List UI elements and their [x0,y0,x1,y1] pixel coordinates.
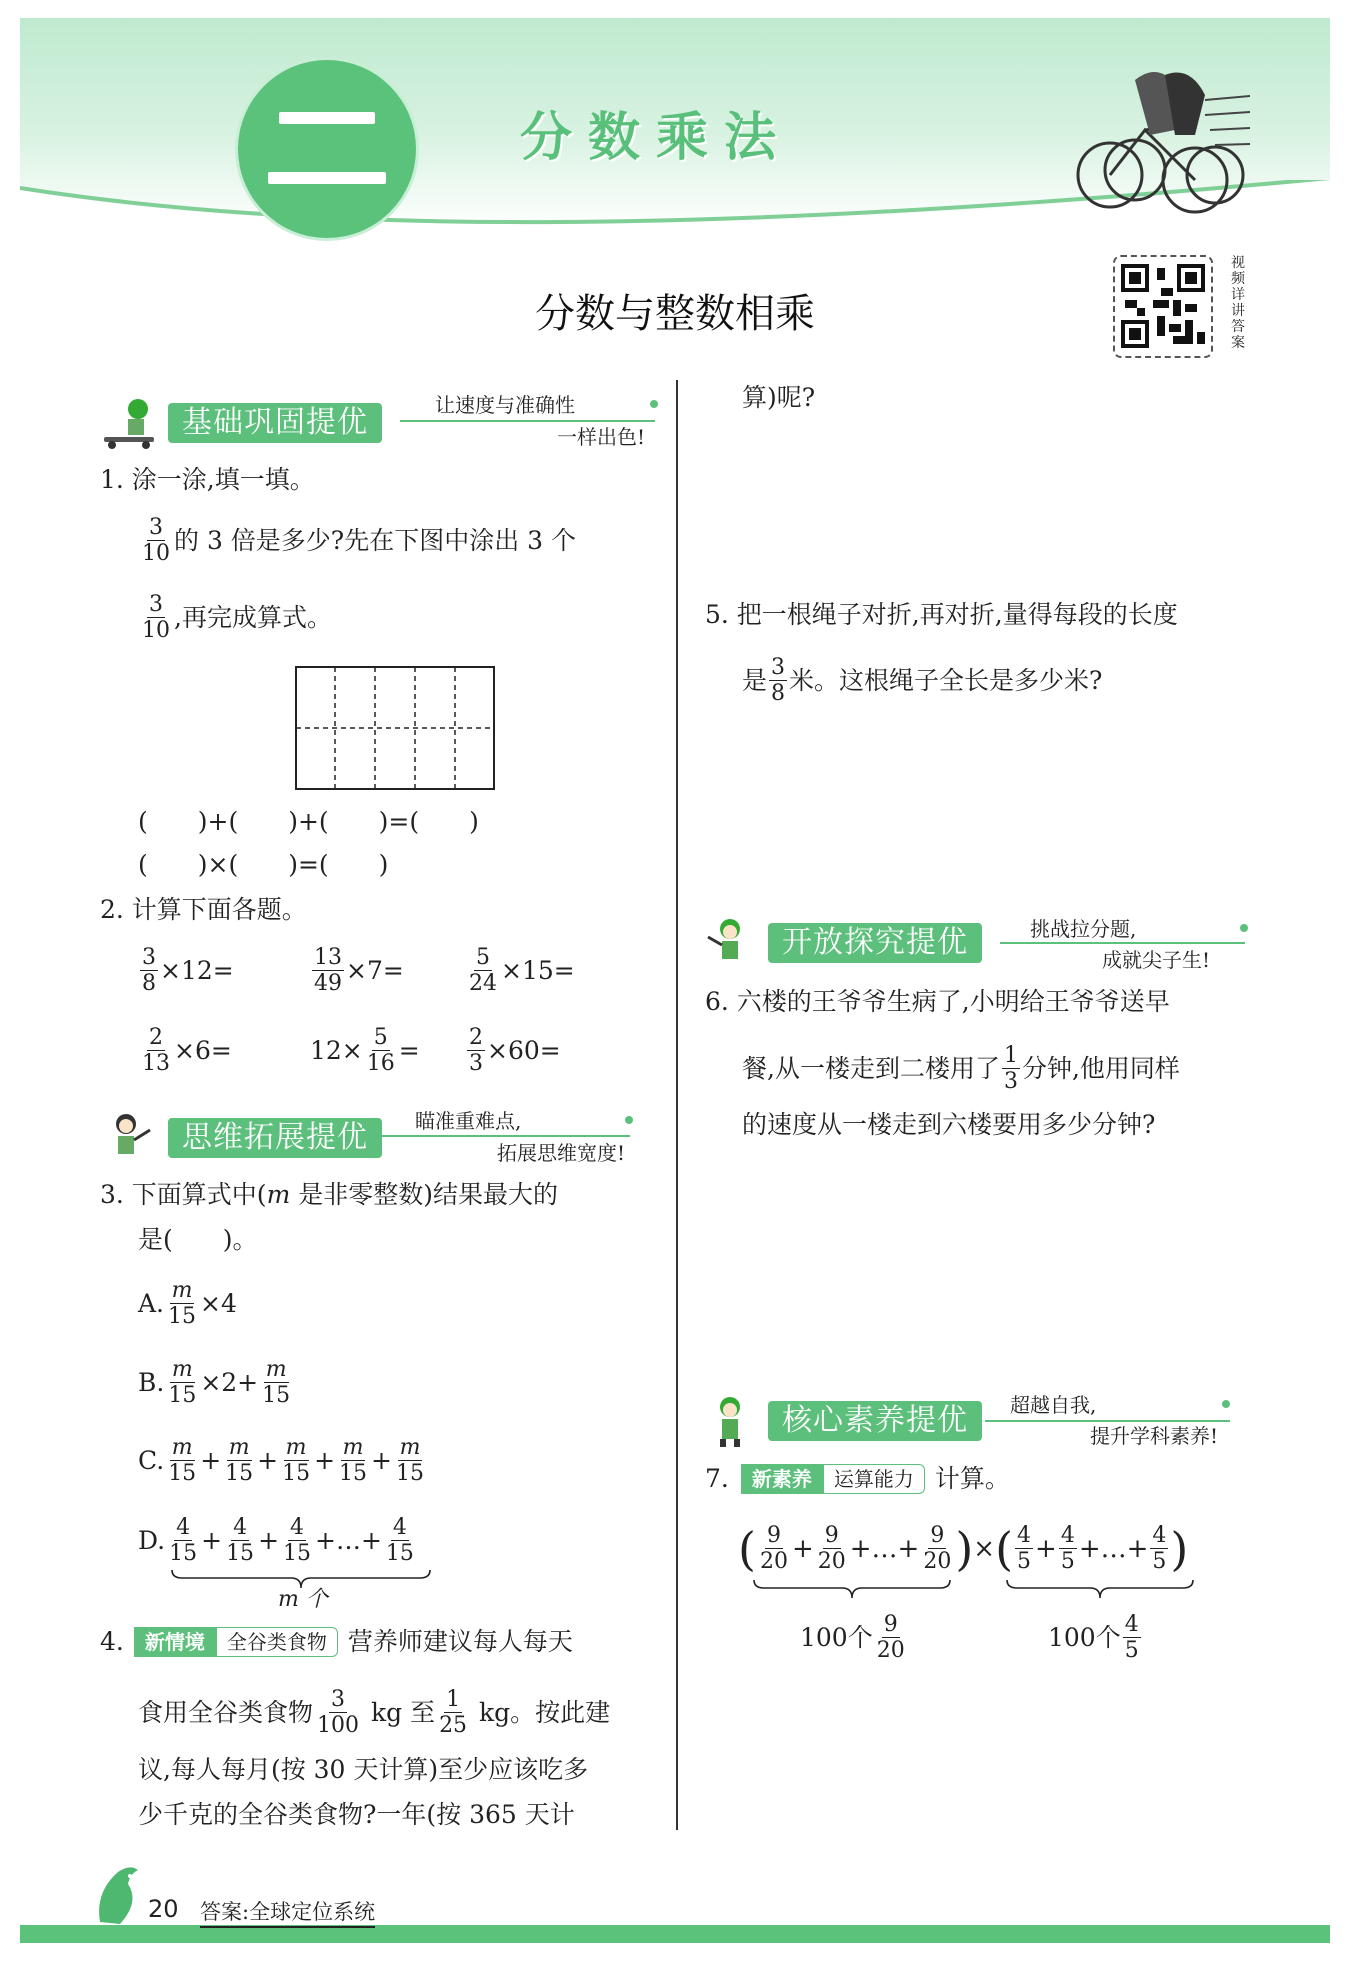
denominator: 25 [439,1713,468,1738]
header-dot [625,1116,633,1124]
denominator: 15 [226,1541,255,1566]
q6-text: 餐,从一楼走到二楼用了 [742,1053,1000,1083]
numerator: 1 [446,1687,461,1712]
fraction [166,1357,198,1408]
expression-rest: ×4 [200,1288,237,1318]
fraction [140,592,172,643]
slogan-thinking-1: 瞄准重难点, [415,1109,522,1133]
boy-mascot-icon [700,915,762,971]
plus-sign: + [791,1533,814,1564]
qr-code-icon [1121,263,1205,349]
footer-answer-text: 答案:全球定位系统 [200,1896,375,1928]
fraction [394,1435,426,1486]
fraction [1150,1523,1168,1574]
q1-text-b: ,再完成算式。 [174,602,332,632]
ellipsis-sum: +…+ [1078,1533,1149,1564]
numerator: m [228,1435,250,1460]
denominator: 5 [1152,1549,1167,1574]
section-header-open [700,915,982,971]
q6-text: 分钟,他用同样 [1021,1053,1180,1083]
fraction [384,1515,416,1566]
q2-item-2 [310,945,404,996]
q7-number: 7. [705,1464,729,1493]
q4-line-1 [100,1622,573,1662]
q4-line-5: 算)呢? [742,383,816,412]
q2-item-3 [465,945,575,996]
q3-option-a[interactable] [138,1278,237,1329]
q1-line-b [138,592,332,643]
kid-mascot-icon [700,1393,762,1449]
denominator: 15 [339,1461,368,1486]
denominator: 5 [1060,1549,1075,1574]
numerator: 13 [314,945,342,970]
plus-sign: + [371,1445,392,1475]
denominator: 24 [469,971,497,996]
numerator: 4 [176,1515,191,1540]
numerator: m [171,1357,193,1382]
numerator: 5 [476,945,490,970]
tag-new-literacy: 新素养 [741,1464,823,1494]
fraction [437,1687,469,1738]
denominator: 15 [283,1541,312,1566]
plus-sign: + [201,1525,223,1555]
times-sign: × [973,1533,996,1564]
denominator: 8 [142,971,156,996]
girl-mascot-icon [100,1110,162,1166]
fraction [1015,1523,1033,1574]
chapter-title: 分数乘法 [520,108,793,168]
numerator: 9 [930,1523,945,1548]
denominator: 15 [168,1383,197,1408]
fraction [921,1523,953,1574]
underbrace-right [1005,1578,1195,1600]
numerator: 4 [290,1515,305,1540]
numerator: 3 [771,655,786,680]
q3-option-d[interactable] [138,1515,418,1566]
q2-label: 2. 计算下面各题。 [100,895,307,924]
expression-rest: ×60= [487,1035,561,1065]
expression-rest: ×2+ [200,1367,259,1397]
section-header-core [700,1393,982,1449]
q4-text: kg。按此建 [471,1697,611,1727]
fraction [167,1515,199,1566]
denominator: 13 [142,1051,170,1076]
fraction [315,1687,361,1738]
expression-rest: ×15= [501,955,575,985]
q7-text: 计算。 [934,1464,1010,1493]
column-divider [676,380,678,1830]
plus-sign: + [257,1445,279,1475]
tag-topic: 运算能力 [823,1464,925,1494]
numerator: m [171,1278,193,1303]
numerator: 2 [149,1025,163,1050]
numerator: m [265,1357,287,1382]
slogan-open-1: 挑战拉分题, [1030,917,1137,941]
header-dot [1222,1400,1230,1408]
q6-line-3: 的速度从一楼走到六楼要用多少分钟? [742,1110,1156,1139]
denominator: 5 [1124,1638,1139,1663]
expression-rest: ×6= [174,1035,232,1065]
open-paren: ( [738,1521,756,1576]
numerator: 1 [1003,1043,1018,1068]
expression-rest: ×7= [346,955,404,985]
numerator: 4 [1124,1612,1139,1637]
q4-number: 4. [100,1627,124,1656]
fraction [365,1025,397,1076]
q6-line-2 [742,1043,1180,1094]
numerator: 9 [766,1523,781,1548]
plus-sign: + [200,1445,222,1475]
numerator: m [285,1435,307,1460]
denominator: 8 [771,681,786,706]
denominator: 20 [923,1549,952,1574]
underbrace-left [752,1578,952,1600]
denominator: 15 [225,1461,254,1486]
numerator: m [171,1435,193,1460]
option-letter: B. [138,1367,165,1397]
dolphin-icon [90,1862,146,1928]
fraction [758,1523,790,1574]
denominator: 20 [876,1638,905,1663]
denominator: 49 [314,971,342,996]
denominator: 20 [759,1549,788,1574]
denominator: 15 [282,1461,311,1486]
q1-blank-row-1[interactable]: ( )+( )+( )=( ) [138,807,479,836]
header-dot [1240,924,1248,932]
q4-line-2 [138,1687,610,1738]
q7-line-1 [705,1459,1010,1499]
denominator: 15 [396,1461,424,1486]
section-title-thinking: 思维拓展提优 [168,1118,382,1158]
qr-code[interactable] [1113,255,1213,358]
fraction [166,1278,198,1329]
close-paren: ) [955,1521,974,1576]
numerator: 4 [233,1515,248,1540]
skateboard-kid-icon [100,395,162,451]
numerator: 3 [142,945,156,970]
cyclist-illustration [1065,50,1250,235]
option-letter: D. [138,1525,166,1555]
q2-item-6 [465,1025,561,1076]
numerator: 3 [149,515,163,540]
q1-blank-row-2[interactable]: ( )×( )=( ) [138,850,389,879]
q7-expression [738,1523,1188,1574]
denominator: 15 [168,1304,197,1329]
q5-text: 是 [742,665,768,695]
fraction [1002,1043,1020,1094]
numerator: 5 [373,1025,388,1050]
numerator: 3 [331,1687,346,1712]
q4-text: kg 至 [363,1697,436,1727]
fraction [467,1025,485,1076]
numerator: m [342,1435,364,1460]
header-dot [650,400,658,408]
numerator: 2 [469,1025,483,1050]
fraction [281,1515,313,1566]
q1-label: 1. 涂一涂,填一填。 [100,465,315,494]
q6-line-1: 6. 六楼的王爷爷生病了,小明给王爷爷送早 [705,987,1170,1016]
q5-line-1: 5. 把一根绳子对折,再对折,量得每段的长度 [705,600,1178,629]
chapter-number-badge [238,60,416,238]
section-title-core: 核心素养提优 [768,1401,982,1441]
fraction [816,1523,848,1574]
q2-item-1 [138,945,234,996]
fraction [140,515,172,566]
brace-label: m 个 [278,1587,328,1612]
denominator: 3 [469,1051,483,1076]
numeral-stroke-bottom [268,172,386,184]
q4-text: 营养师建议每人每天 [347,1627,573,1656]
plus-sign: + [1035,1533,1057,1564]
qr-label: 视频详讲答案 [1231,255,1245,351]
tag-new-context: 新情境 [134,1627,216,1657]
q7-count-b [1048,1612,1143,1663]
section-title-open: 开放探究提优 [768,923,982,963]
denominator: 5 [1017,1549,1032,1574]
fraction [140,945,158,996]
q7-count-a [800,1612,909,1663]
fraction [166,1435,198,1486]
fraction [337,1435,369,1486]
option-letter: C. [138,1445,165,1475]
slogan-basic-1: 让速度与准确性 [435,393,575,417]
count-text: 100个 [800,1622,873,1652]
expression-pre: 12× [310,1035,363,1065]
slogan-core-1: 超越自我, [1010,1393,1097,1417]
fraction [1123,1612,1141,1663]
option-letter: A. [138,1288,165,1318]
denominator: 20 [817,1549,846,1574]
section-title-basic: 基础巩固提优 [168,403,382,443]
q1-line-a [138,515,576,566]
fraction [1059,1523,1077,1574]
q4-line-3: 议,每人每月(按 30 天计算)至少应该吃多 [138,1755,589,1784]
numerator: m [399,1435,421,1460]
fraction [224,1515,256,1566]
denominator: 15 [169,1541,198,1566]
section-header-basic [100,395,382,451]
numerator: 9 [824,1523,839,1548]
q3-option-c[interactable] [138,1435,428,1486]
slogan-basic-2: 一样出色! [556,425,645,449]
denominator: 3 [1003,1069,1018,1094]
q5-line-2 [742,655,1102,706]
q3-text-a: 3. 下面算式中( [100,1180,267,1209]
numerator: 3 [149,592,163,617]
plus-sign: + [258,1525,280,1555]
slogan-thinking-2: 拓展思维宽度! [496,1141,625,1165]
denominator: 15 [168,1461,197,1486]
q2-item-4 [138,1025,232,1076]
close-paren: ) [1170,1521,1189,1576]
denominator: 15 [385,1541,414,1566]
fraction [467,945,499,996]
open-paren: ( [995,1521,1014,1576]
ellipsis-sum: +…+ [849,1533,920,1564]
numerator: 4 [1060,1523,1075,1548]
section-title: 分数与整数相乘 [535,291,815,337]
q4-text: 食用全谷类食物 [138,1697,314,1727]
denominator: 15 [262,1383,291,1408]
fraction [280,1435,312,1486]
numerator: 9 [883,1612,898,1637]
numerator: 4 [392,1515,407,1540]
tag-topic: 全谷类食物 [216,1627,338,1657]
denominator: 10 [142,541,170,566]
expression-rest: ×12= [160,955,234,985]
fraction [875,1612,907,1663]
fraction [312,945,344,996]
fraction [769,655,787,706]
q1-text-a: 的 3 倍是多少?先在下图中涂出 3 个 [174,525,577,555]
expression-rest: = [398,1035,420,1065]
q3-text-b: 是非零整数)结果最大的 [290,1180,558,1209]
numerator: 4 [1152,1523,1167,1548]
count-text: 100个 [1048,1622,1121,1652]
q5-text: 米。这根绳子全长是多少米? [789,665,1103,695]
section-header-thinking [100,1110,382,1166]
page-number: 20 [148,1895,179,1923]
denominator: 100 [317,1713,360,1738]
shading-grid[interactable] [295,666,495,790]
slogan-open-2: 成就尖子生! [1101,948,1210,972]
plus-sign: + [314,1445,336,1475]
q3-line-1 [100,1175,558,1215]
q3-option-b[interactable] [138,1357,294,1408]
fraction [260,1357,292,1408]
fraction [140,1025,172,1076]
fraction [223,1435,255,1486]
slogan-core-2: 提升学科素养! [1089,1424,1218,1448]
q3-line-2[interactable]: 是( )。 [138,1225,258,1254]
denominator: 10 [142,618,170,643]
q2-item-5 [310,1025,420,1076]
denominator: 16 [366,1051,395,1076]
ellipsis-sum: +…+ [315,1525,382,1555]
variable-m: m [266,1180,291,1209]
q4-line-4: 少千克的全谷类食物?一年(按 365 天计 [138,1800,575,1829]
numerator: 4 [1017,1523,1032,1548]
numeral-stroke-top [279,112,375,124]
